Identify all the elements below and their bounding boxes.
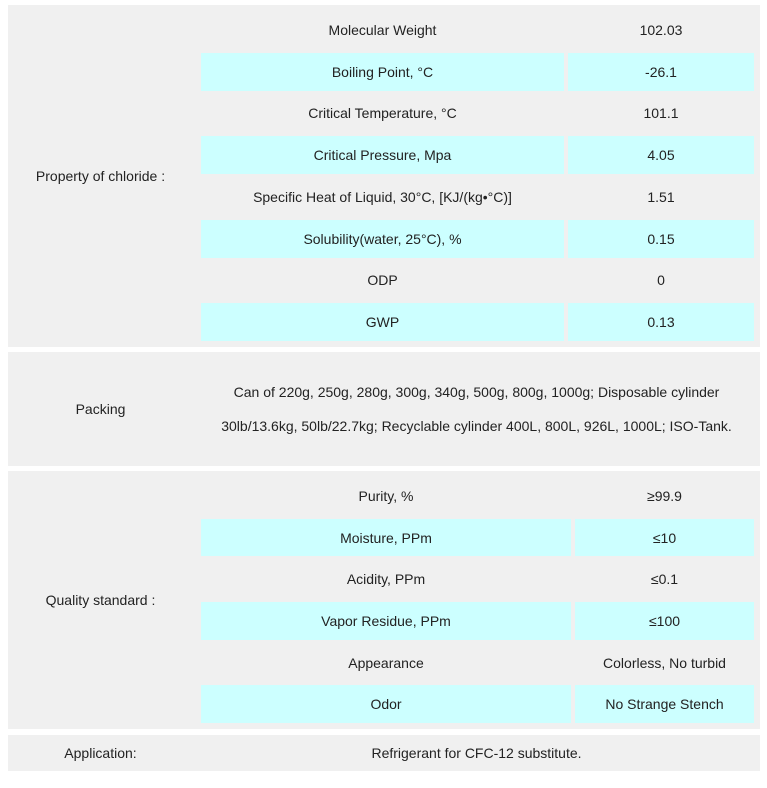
property-section-label: Property of chloride : xyxy=(35,168,166,184)
application-text: Refrigerant for CFC-12 substitute. xyxy=(371,745,582,761)
property-name: Specific Heat of Liquid, 30°C, [KJ/(kg•°C)] xyxy=(201,178,564,216)
property-table xyxy=(193,5,760,347)
table-row xyxy=(201,53,754,91)
quality-table xyxy=(193,471,760,729)
property-name: GWP xyxy=(201,303,564,341)
packing-section-label: Packing xyxy=(75,401,126,417)
application-section xyxy=(8,735,760,771)
property-section xyxy=(8,5,760,347)
property-value: 101.1 xyxy=(568,95,754,133)
property-value: -26.1 xyxy=(568,53,754,91)
quality-name: Moisture, PPm xyxy=(201,519,571,557)
quality-name: Vapor Residue, PPm xyxy=(201,602,571,640)
table-row xyxy=(201,11,754,49)
quality-name: Appearance xyxy=(201,644,571,682)
packing-text: Can of 220g, 250g, 280g, 300g, 340g, 500g, 800g, 1000g; Disposable cylinder 30lb/13.6kg, 50lb/22.7kg; Recyclable cylinder 400L, 800L, 926L, 1000L; ISO-Tank. xyxy=(221,384,732,434)
property-name: Molecular Weight xyxy=(201,11,564,49)
property-name: Solubility(water, 25°C), % xyxy=(201,220,564,258)
quality-section xyxy=(8,471,760,729)
application-section-label: Application: xyxy=(64,745,137,761)
table-row xyxy=(201,519,754,557)
quality-name: Purity, % xyxy=(201,477,571,515)
property-value: 0 xyxy=(568,262,754,300)
property-value: 0.15 xyxy=(568,220,754,258)
quality-value: ≤100 xyxy=(575,602,754,640)
property-value: 1.51 xyxy=(568,178,754,216)
table-row xyxy=(201,560,754,598)
quality-value: ≤10 xyxy=(575,519,754,557)
property-name: Critical Temperature, °C xyxy=(201,95,564,133)
property-name: ODP xyxy=(201,262,564,300)
table-row xyxy=(201,262,754,300)
quality-value: No Strange Stench xyxy=(575,685,754,723)
packing-section xyxy=(8,352,760,466)
property-value: 4.05 xyxy=(568,136,754,174)
quality-value: ≤0.1 xyxy=(575,560,754,598)
table-row xyxy=(201,136,754,174)
table-row xyxy=(201,95,754,133)
table-row xyxy=(201,220,754,258)
table-row xyxy=(201,644,754,682)
table-row xyxy=(201,685,754,723)
table-row xyxy=(201,602,754,640)
table-row xyxy=(201,303,754,341)
property-name: Critical Pressure, Mpa xyxy=(201,136,564,174)
quality-section-label: Quality standard : xyxy=(45,592,156,608)
property-name: Boiling Point, °C xyxy=(201,53,564,91)
quality-name: Acidity, PPm xyxy=(201,560,571,598)
quality-value: ≥99.9 xyxy=(575,477,754,515)
property-value: 0.13 xyxy=(568,303,754,341)
table-row xyxy=(201,477,754,515)
table-row xyxy=(201,178,754,216)
property-value: 102.03 xyxy=(568,11,754,49)
quality-value: Colorless, No turbid xyxy=(575,644,754,682)
quality-name: Odor xyxy=(201,685,571,723)
